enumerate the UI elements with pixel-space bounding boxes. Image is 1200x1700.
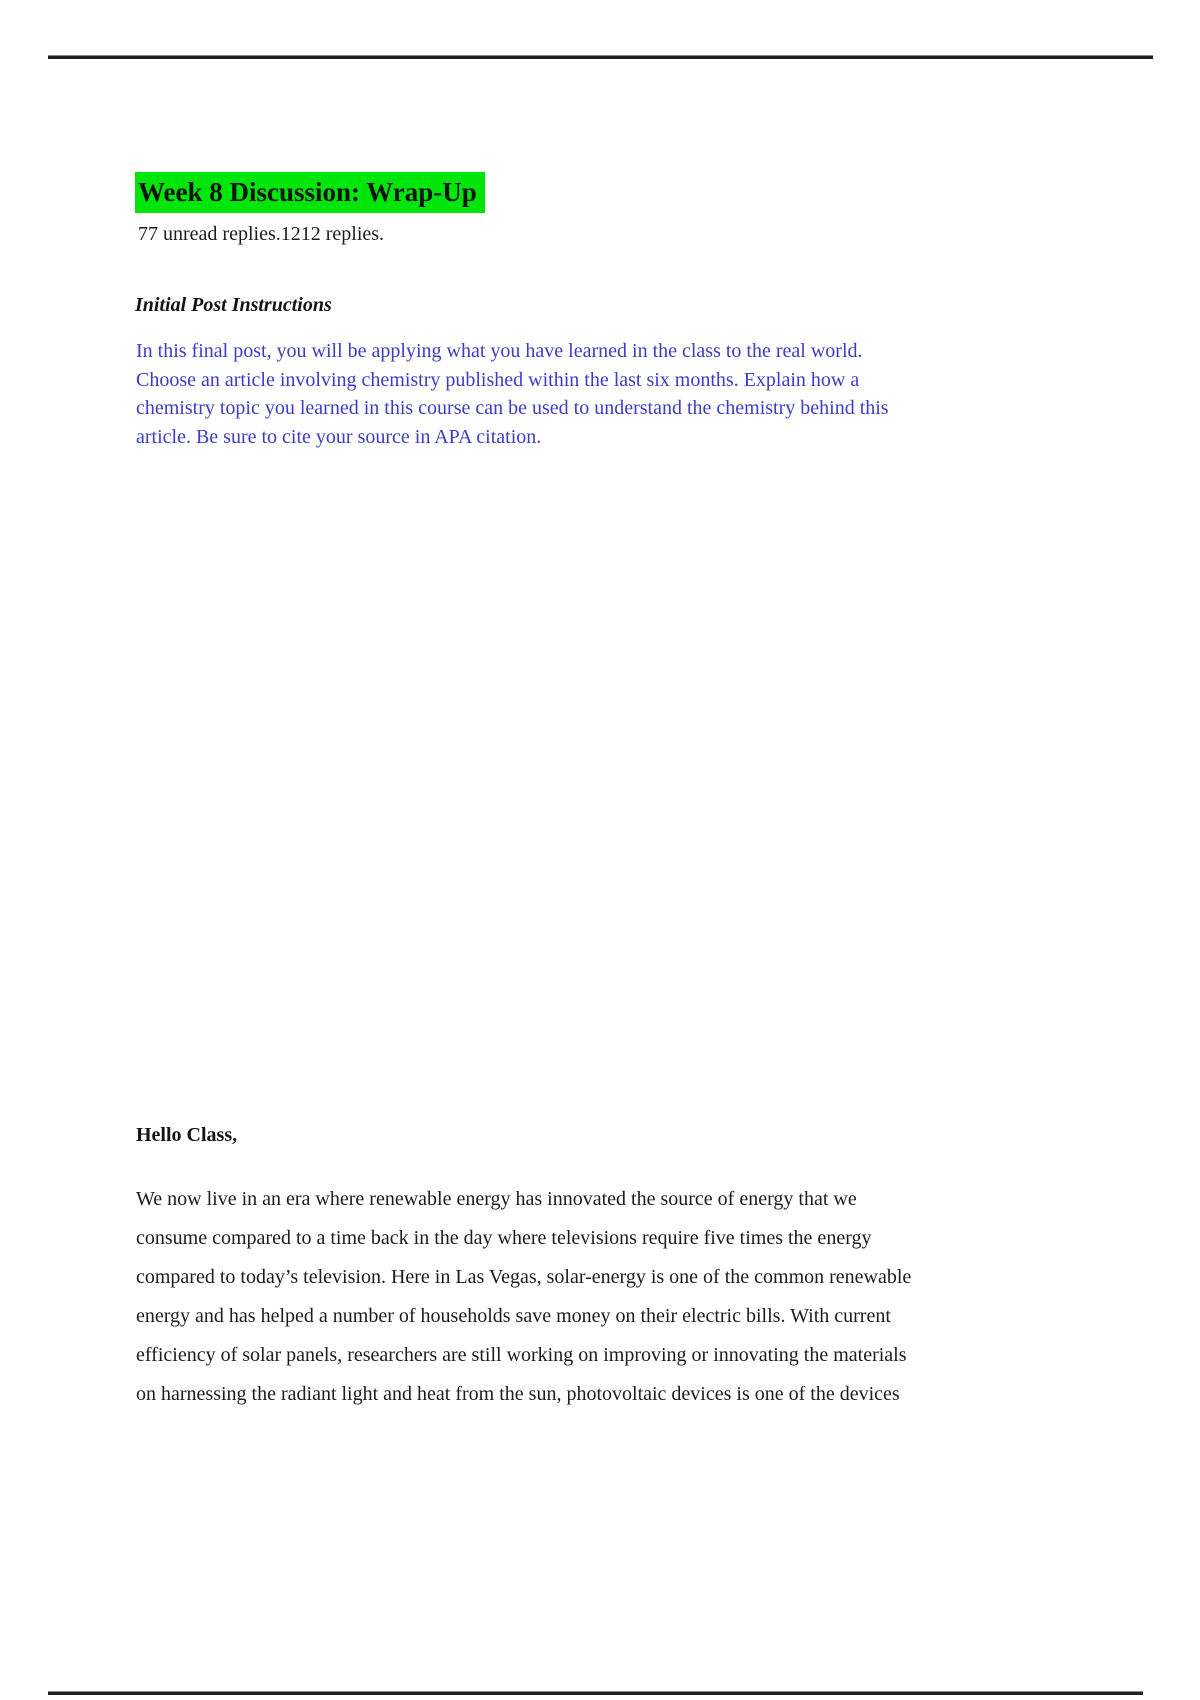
post-greeting: Hello Class,: [136, 1124, 238, 1146]
post-text-line: We now live in an era where renewable energy has innovated the source of energy that we: [136, 1188, 857, 1210]
instructions-heading: Initial Post Instructions: [135, 294, 332, 316]
instructions-text-line: chemistry topic you learned in this course can be used to understand the chemistry behind this: [136, 397, 889, 419]
replies-summary: 77 unread replies.1212 replies.: [138, 223, 385, 245]
post-text-line: consume compared to a time back in the day where televisions require five times the energy: [136, 1227, 872, 1249]
instructions-text-line: Choose an article involving chemistry published within the last six months. Explain how a: [136, 368, 860, 391]
post-text-line: energy and has helped a number of households save money on their electric bills. With current: [136, 1305, 891, 1327]
bottom-divider: [48, 1691, 1143, 1695]
post-text-line: efficiency of solar panels, researchers are still working on improving or innovating the materials: [136, 1344, 907, 1366]
instructions-paragraph: [136, 337, 1036, 451]
post-text-line: on harnessing the radiant light and heat from the sun, photovoltaic devices is one of the devices: [136, 1383, 900, 1405]
top-divider: [48, 55, 1153, 59]
instructions-text-line: In this final post, you will be applying what you have learned in the class to the real world.: [136, 340, 863, 362]
page-title: Week 8 Discussion: Wrap-Up: [135, 172, 485, 213]
post-text-line: compared to today’s television. Here in Las Vegas, solar-energy is one of the common renewable: [136, 1266, 912, 1288]
instructions-text-line: article. Be sure to cite your source in APA citation.: [136, 425, 542, 448]
post-body-paragraph: [136, 1180, 1056, 1414]
